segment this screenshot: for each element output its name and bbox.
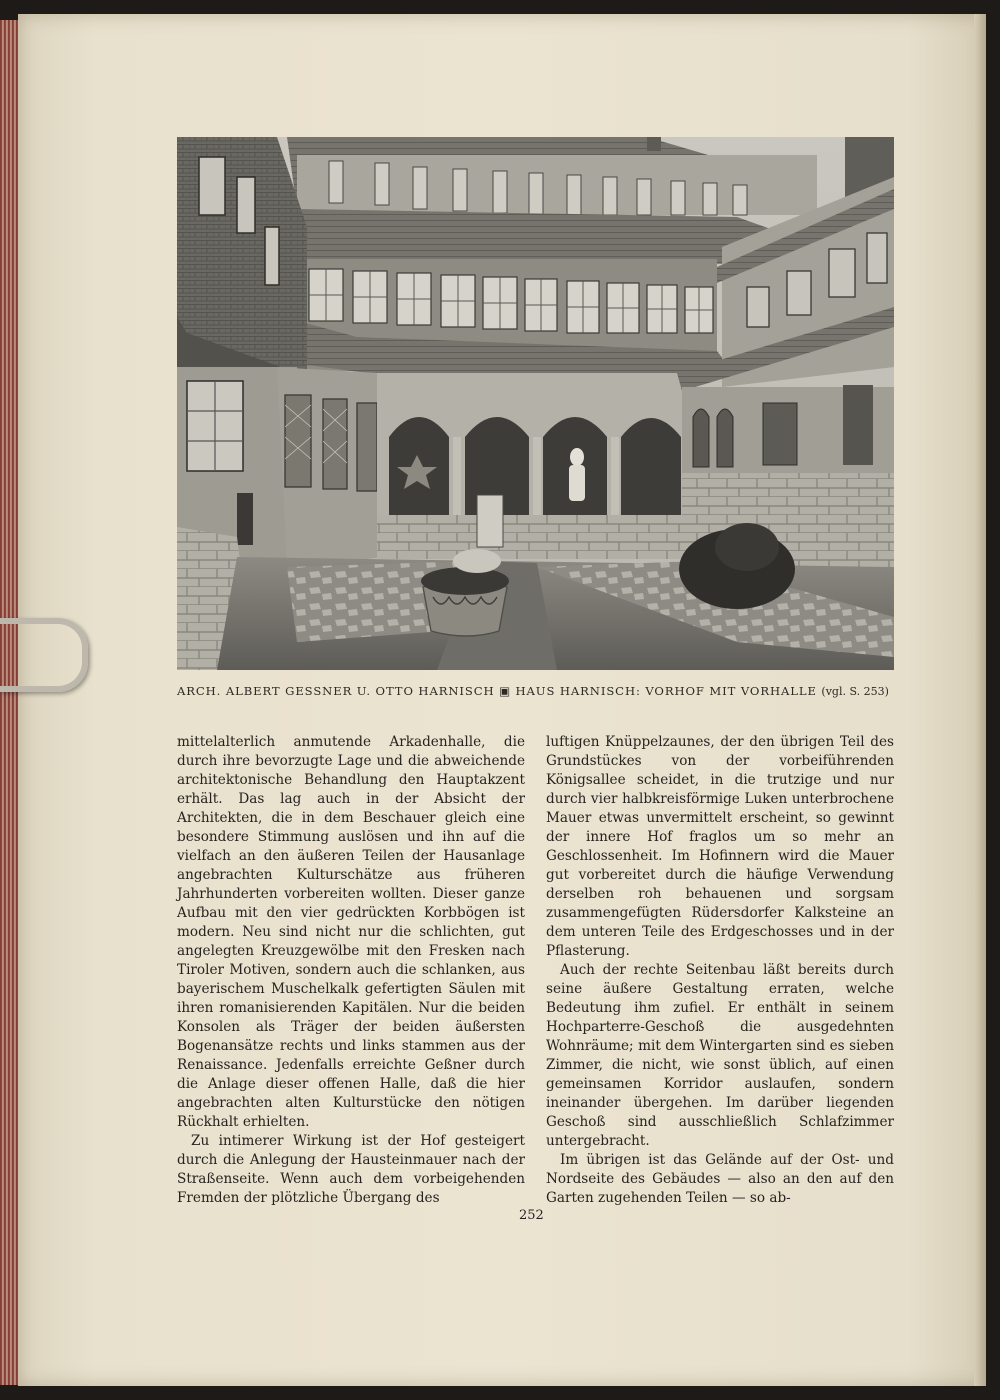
caption-main: ARCH. ALBERT GESSNER U. OTTO HARNISCH ▣ HAUS HARNISCH: VORHOF MIT VORHALLE	[177, 684, 817, 698]
paper-clip	[0, 618, 88, 692]
paragraph: mittelalterlich anmutende Arkadenhalle, die durch ihre bevorzugte Lage und die abweichende architektonische Behandlung den Hauptakzent erhält. Das lag auch in der Absicht der Architekten, die in dem Beschauer gleich eine besondere Stimmung auslösen und ihn auf die vielfach an den äußeren Teilen der Hausanlage angebrachten Kulturschätze aus früheren Jahrhunderten vorbereiten wollten. Dieser ganze Aufbau mit den vier gedrückten Korbbögen ist modern. Neu sind nicht nur die schlichten, gut angelegten Kreuzgewölbe mit den Fresken nach Tiroler Motiven, sondern auch die schlanken, aus bayerischem Muschelkalk gefertigten Säulen mit ihren romanisierenden Kapitälen. Nur die beiden Konsolen als Träger der beiden äußersten Bogenansätze rechts und links stammen aus der Renaissance. Jedenfalls erreichte Geßner durch die Anlage dieser offenen Halle, daß die hier angebrachten alten Kulturstücke den nötigen Rückhalt erhielten.	[177, 734, 525, 1130]
page-number: 252	[519, 1208, 544, 1223]
photo-caption	[177, 684, 917, 698]
paragraph: luftigen Knüppelzaunes, der den übrigen Teil des Grundstückes von der vorbeiführenden Königsallee scheidet, in die trutzige und nur durch vier halbkreisförmige Luken unterbrochene Mauer etwas unvermittelt erscheint, so gewinnt der innere Hof fraglos um so mehr an Geschlossenheit. Im Hofinnern wird die Mauer gut vorbereitet durch die häufige Verwendung derselben roh behauenen und sorgsam zusammengefügten Rüdersdorfer Kalksteine an dem unteren Teile des Erdgeschosses und in der Pflasterung.	[546, 734, 894, 959]
paragraph: Im übrigen ist das Gelände auf der Ost- und Nordseite des Gebäudes — also an den auf den Garten zugehenden Teilen — so ab-	[546, 1152, 894, 1206]
paragraph: Zu intimerer Wirkung ist der Hof gesteigert durch die Anlegung der Hausteinmauer nach der Straßenseite. Wenn auch dem vorbeigehenden Fremden der plötzliche Übergang des	[177, 1133, 525, 1206]
page-fold-shadow	[974, 14, 986, 1386]
caption-reference: (vgl. S. 253)	[821, 685, 889, 698]
paragraph: Auch der rechte Seitenbau läßt bereits durch seine äußere Gestaltung erraten, welche Bedeutung ihm zufiel. Er enthält in seinem Hochparterre-Geschoß die ausgedehnten Wohnräume; mit dem Wintergarten sind es sieben Zimmer, die nicht, wie sonst üblich, auf einen gemeinsamen Korridor auslaufen, sondern ineinander übergehen. Im darüber liegenden Geschoß sind ausschließlich Schlafzimmer untergebracht.	[546, 962, 894, 1149]
book-page-edges	[0, 20, 20, 1385]
courtyard-photograph	[177, 137, 894, 670]
text-column-right	[546, 733, 894, 1208]
photo-drawing	[177, 137, 894, 670]
text-column-left	[177, 733, 525, 1208]
